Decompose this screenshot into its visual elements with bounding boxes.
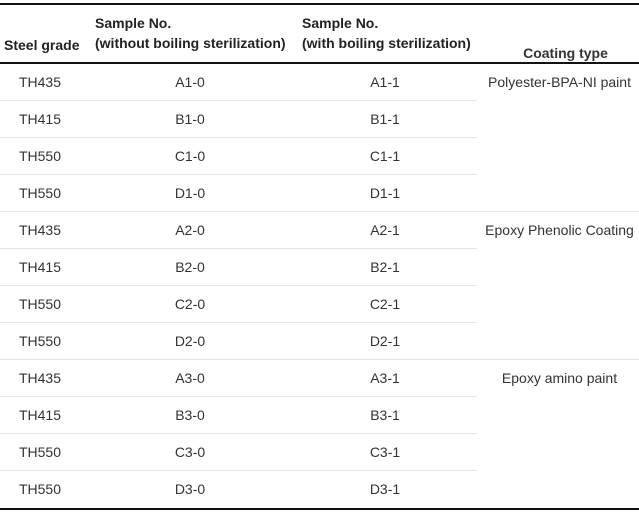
cell-grade: TH415 <box>18 407 62 423</box>
cell-grade: TH435 <box>18 222 62 238</box>
coating-type-cell: Epoxy Phenolic Coating <box>485 222 634 238</box>
group-divider <box>0 211 639 212</box>
cell-without: D2-0 <box>174 333 206 349</box>
cell-without: C3-0 <box>174 444 206 460</box>
table-row <box>0 323 477 360</box>
cell-grade: TH550 <box>18 148 62 164</box>
header-coating-type: Coating type <box>523 45 608 61</box>
table-row <box>0 360 477 397</box>
coating-type-cell: Polyester-BPA-NI paint <box>488 74 631 90</box>
table-bottom-rule <box>0 508 639 510</box>
table-row <box>0 434 477 471</box>
cell-grade: TH550 <box>18 481 62 497</box>
cell-with: B1-1 <box>370 111 400 127</box>
table-row <box>0 286 477 323</box>
cell-without: B1-0 <box>175 111 205 127</box>
cell-grade: TH550 <box>18 333 62 349</box>
header-sample-without-sterilization: Sample No. (without boiling sterilization) <box>95 15 286 51</box>
table-row <box>0 471 477 508</box>
cell-without: A2-0 <box>175 222 205 238</box>
coating-type-cell: Epoxy amino paint <box>501 370 618 386</box>
cell-without: A3-0 <box>175 370 205 386</box>
header-steel-grade: Steel grade <box>4 37 80 53</box>
cell-with: C3-1 <box>369 444 401 460</box>
cell-without: B3-0 <box>175 407 205 423</box>
cell-with: A3-1 <box>370 370 400 386</box>
cell-with: A2-1 <box>370 222 400 238</box>
table-row <box>0 397 477 434</box>
table-row <box>0 175 477 212</box>
header-sample-with-sterilization: Sample No. (with boiling sterilization) <box>302 15 471 51</box>
table-header <box>0 5 639 62</box>
cell-with: B2-1 <box>370 259 400 275</box>
cell-without: C1-0 <box>174 148 206 164</box>
cell-with: C1-1 <box>369 148 401 164</box>
table-row <box>0 249 477 286</box>
cell-with: D2-1 <box>369 333 401 349</box>
cell-grade: TH435 <box>18 370 62 386</box>
table-row <box>0 138 477 175</box>
cell-with: B3-1 <box>370 407 400 423</box>
cell-grade: TH550 <box>18 185 62 201</box>
table-row <box>0 212 477 249</box>
cell-without: C2-0 <box>174 296 206 312</box>
group-divider <box>0 359 639 360</box>
cell-with: C2-1 <box>369 296 401 312</box>
cell-without: B2-0 <box>175 259 205 275</box>
cell-without: A1-0 <box>175 74 205 90</box>
table-row <box>0 64 477 101</box>
cell-grade: TH415 <box>18 259 62 275</box>
cell-grade: TH435 <box>18 74 62 90</box>
cell-without: D1-0 <box>174 185 206 201</box>
cell-with: A1-1 <box>370 74 400 90</box>
cell-with: D3-1 <box>369 481 401 497</box>
cell-grade: TH550 <box>18 296 62 312</box>
cell-grade: TH415 <box>18 111 62 127</box>
cell-without: D3-0 <box>174 481 206 497</box>
table-row <box>0 101 477 138</box>
cell-with: D1-1 <box>369 185 401 201</box>
cell-grade: TH550 <box>18 444 62 460</box>
